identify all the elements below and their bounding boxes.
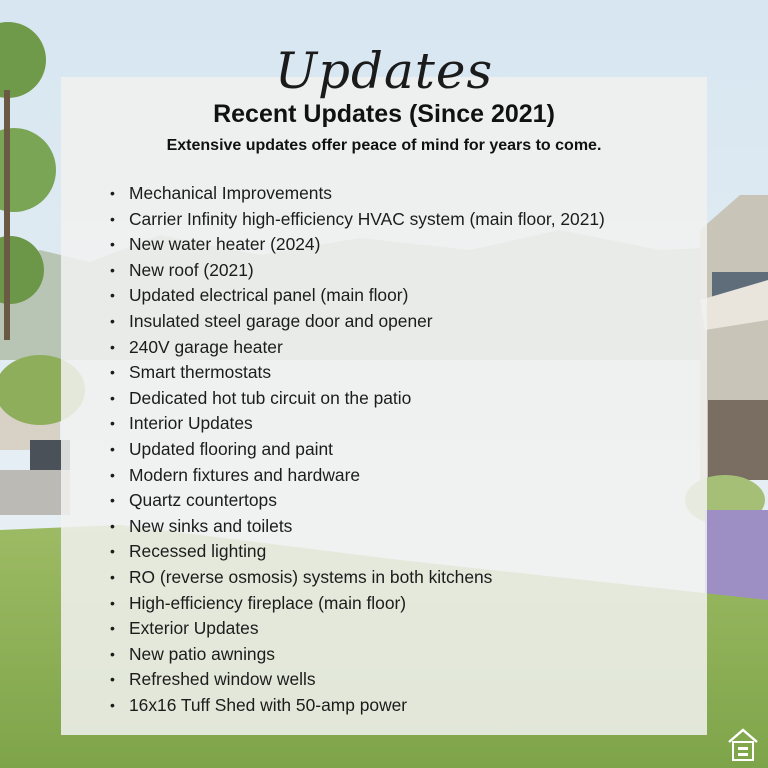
list-item-text: Refreshed window wells [129, 669, 316, 690]
list-item [110, 360, 605, 386]
list-item-text: 16x16 Tuff Shed with 50-amp power [129, 694, 408, 715]
bullet-icon: • [110, 543, 115, 560]
list-item-text: Carrier Infinity high-efficiency HVAC system (main floor, 2021) [129, 208, 605, 229]
bullet-icon: • [110, 620, 115, 637]
list-item-text: RO (reverse osmosis) systems in both kitchens [129, 566, 493, 587]
bullet-icon: • [110, 287, 115, 304]
list-item-text: New sinks and toilets [129, 515, 293, 536]
list-item-text: New roof (2021) [129, 259, 254, 280]
list-item [110, 335, 605, 361]
list-item [110, 642, 605, 668]
list-item-text: Interior Updates [129, 413, 253, 434]
bullet-icon: • [110, 261, 115, 278]
bullet-icon: • [110, 389, 115, 406]
list-item [110, 437, 605, 463]
list-item [110, 181, 605, 207]
list-item-text: High-efficiency fireplace (main floor) [129, 592, 407, 613]
list-item [110, 565, 605, 591]
list-item [110, 232, 605, 258]
page-subtitle: Extensive updates offer peace of mind for years to come. [166, 137, 602, 154]
list-item-text: Modern fixtures and hardware [129, 464, 361, 485]
bullet-icon: • [110, 415, 115, 432]
list-item [110, 258, 605, 284]
list-item [110, 616, 605, 642]
list-item [110, 386, 605, 412]
bullet-icon: • [110, 440, 115, 457]
list-item [110, 693, 605, 719]
bullet-icon: • [110, 338, 115, 355]
script-heading: Updates [274, 42, 494, 100]
updates-list [110, 181, 605, 718]
bullet-icon: • [110, 210, 115, 227]
bullet-icon: • [110, 671, 115, 688]
house-logo-icon [726, 726, 760, 764]
list-item [110, 411, 605, 437]
list-item [110, 591, 605, 617]
list-item-text: New water heater (2024) [129, 234, 321, 255]
list-item [110, 667, 605, 693]
bullet-icon: • [110, 312, 115, 329]
page-title: Recent Updates (Since 2021) [213, 100, 555, 128]
bullet-icon: • [110, 568, 115, 585]
list-item-text: Updated flooring and paint [129, 438, 334, 459]
list-item-text: Exterior Updates [129, 618, 259, 639]
list-item [110, 539, 605, 565]
bullet-icon: • [110, 364, 115, 381]
list-item-text: Smart thermostats [129, 362, 272, 383]
bullet-icon: • [110, 466, 115, 483]
list-item-text: Dedicated hot tub circuit on the patio [129, 387, 412, 408]
list-item [110, 514, 605, 540]
bullet-icon: • [110, 185, 115, 201]
bullet-icon: • [110, 517, 115, 534]
list-item [110, 207, 605, 233]
list-item-text: Updated electrical panel (main floor) [129, 285, 409, 306]
list-item [110, 283, 605, 309]
list-item-text: Quartz countertops [129, 490, 277, 511]
bullet-icon: • [110, 236, 115, 253]
list-item-text: Recessed lighting [129, 541, 267, 562]
bullet-icon: • [110, 645, 115, 662]
list-item-text: New patio awnings [129, 643, 275, 664]
bullet-icon: • [110, 492, 115, 509]
bullet-icon: • [110, 696, 115, 713]
list-item [110, 463, 605, 489]
bullet-icon: • [110, 594, 115, 611]
list-item [110, 309, 605, 335]
list-item-text: Mechanical Improvements [129, 183, 332, 203]
list-item-text: Insulated steel garage door and opener [129, 310, 433, 331]
list-item-text: 240V garage heater [129, 336, 283, 357]
list-item [110, 488, 605, 514]
